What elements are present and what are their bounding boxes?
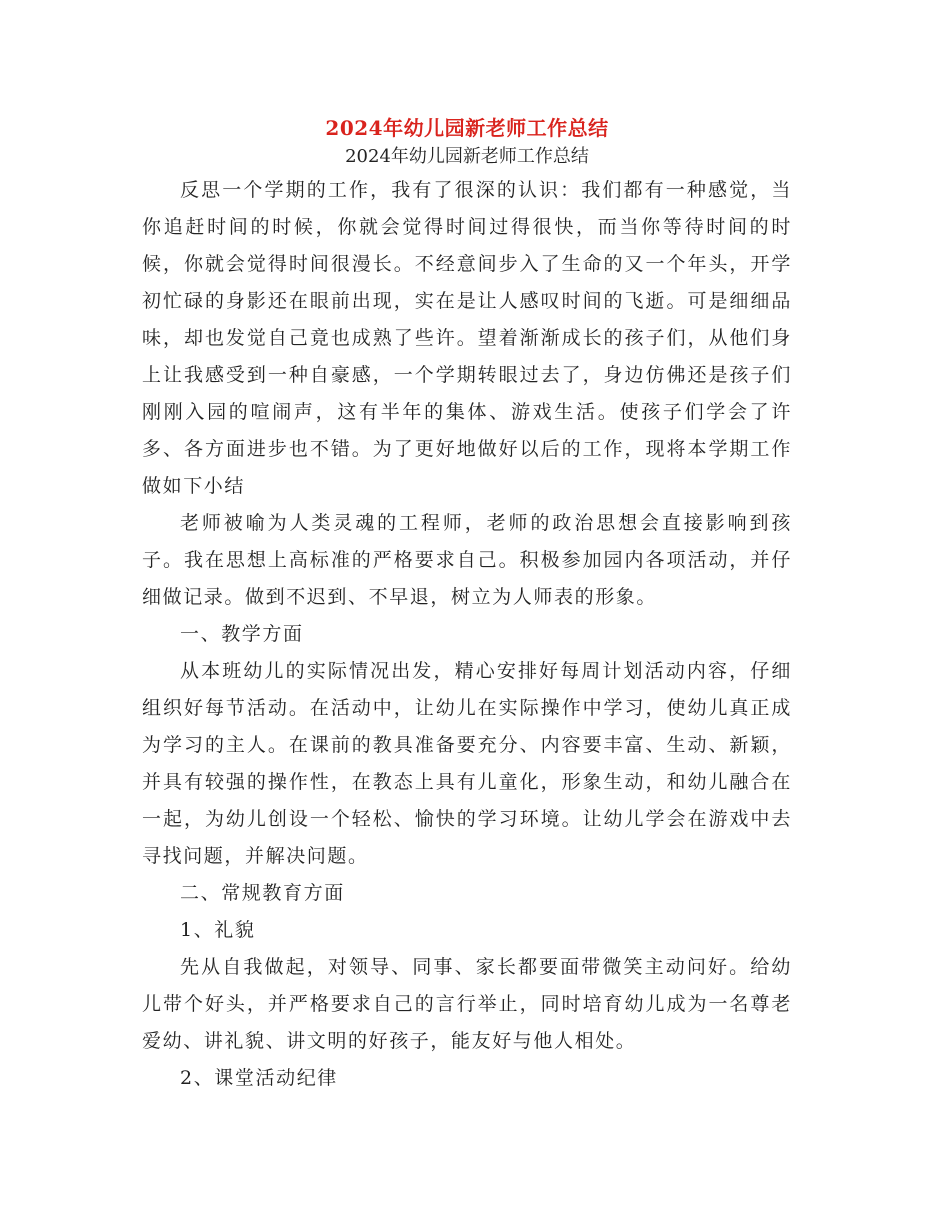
paragraph-intro: 反思一个学期的工作，我有了很深的认识：我们都有一种感觉，当你追赶时间的时候，你就会觉得时间过得很快，而当你等待时间的时候，你就会觉得时间很漫长。不经意间步入了生命的又一个年头，开学初忙碌的身影还在眼前出现，实在是让人感叹时间的飞逝。可是细细品味，却也发觉自己竟也成熟了些许。望着渐渐成长的孩子们，从他们身上让我感受到一种自豪感，一个学期转眼过去了，身边仿佛还是孩子们刚刚入园的喧闹声，这有半年的集体、游戏生活。使孩子们学会了许多、各方面进步也不错。为了更好地做好以后的工作，现将本学期工作做如下小结 <box>142 179 792 497</box>
document-subtitle: 2024年幼儿园新老师工作总结 <box>345 146 589 167</box>
section-heading-routine: 二、常规教育方面 <box>180 882 345 904</box>
document-title: 2024年幼儿园新老师工作总结 <box>325 116 609 140</box>
subheading-class-discipline: 2、课堂活动纪律 <box>180 1067 338 1089</box>
subheading-courtesy: 1、礼貌 <box>180 919 256 941</box>
paragraph-thought: 老师被喻为人类灵魂的工程师，老师的政治思想会直接影响到孩子。我在思想上高标准的严格要求自己。积极参加园内各项活动，并仔细做记录。做到不迟到、不早退，树立为人师表的形象。 <box>142 512 792 608</box>
paragraph-teaching: 从本班幼儿的实际情况出发，精心安排好每周计划活动内容，仔细组织好每节活动。在活动中，让幼儿在实际操作中学习，使幼儿真正成为学习的主人。在课前的教具准备要充分、内容要丰富、生动、新颖，并具有较强的操作性，在教态上具有儿童化，形象生动，和幼儿融合在一起，为幼儿创设一个轻松、愉快的学习环境。让幼儿学会在游戏中去寻找问题，并解决问题。 <box>142 660 792 867</box>
section-heading-teaching: 一、教学方面 <box>180 623 304 645</box>
paragraph-courtesy: 先从自我做起，对领导、同事、家长都要面带微笑主动问好。给幼儿带个好头，并严格要求自己的言行举止，同时培育幼儿成为一名尊老爱幼、讲礼貌、讲文明的好孩子，能友好与他人相处。 <box>142 956 792 1052</box>
